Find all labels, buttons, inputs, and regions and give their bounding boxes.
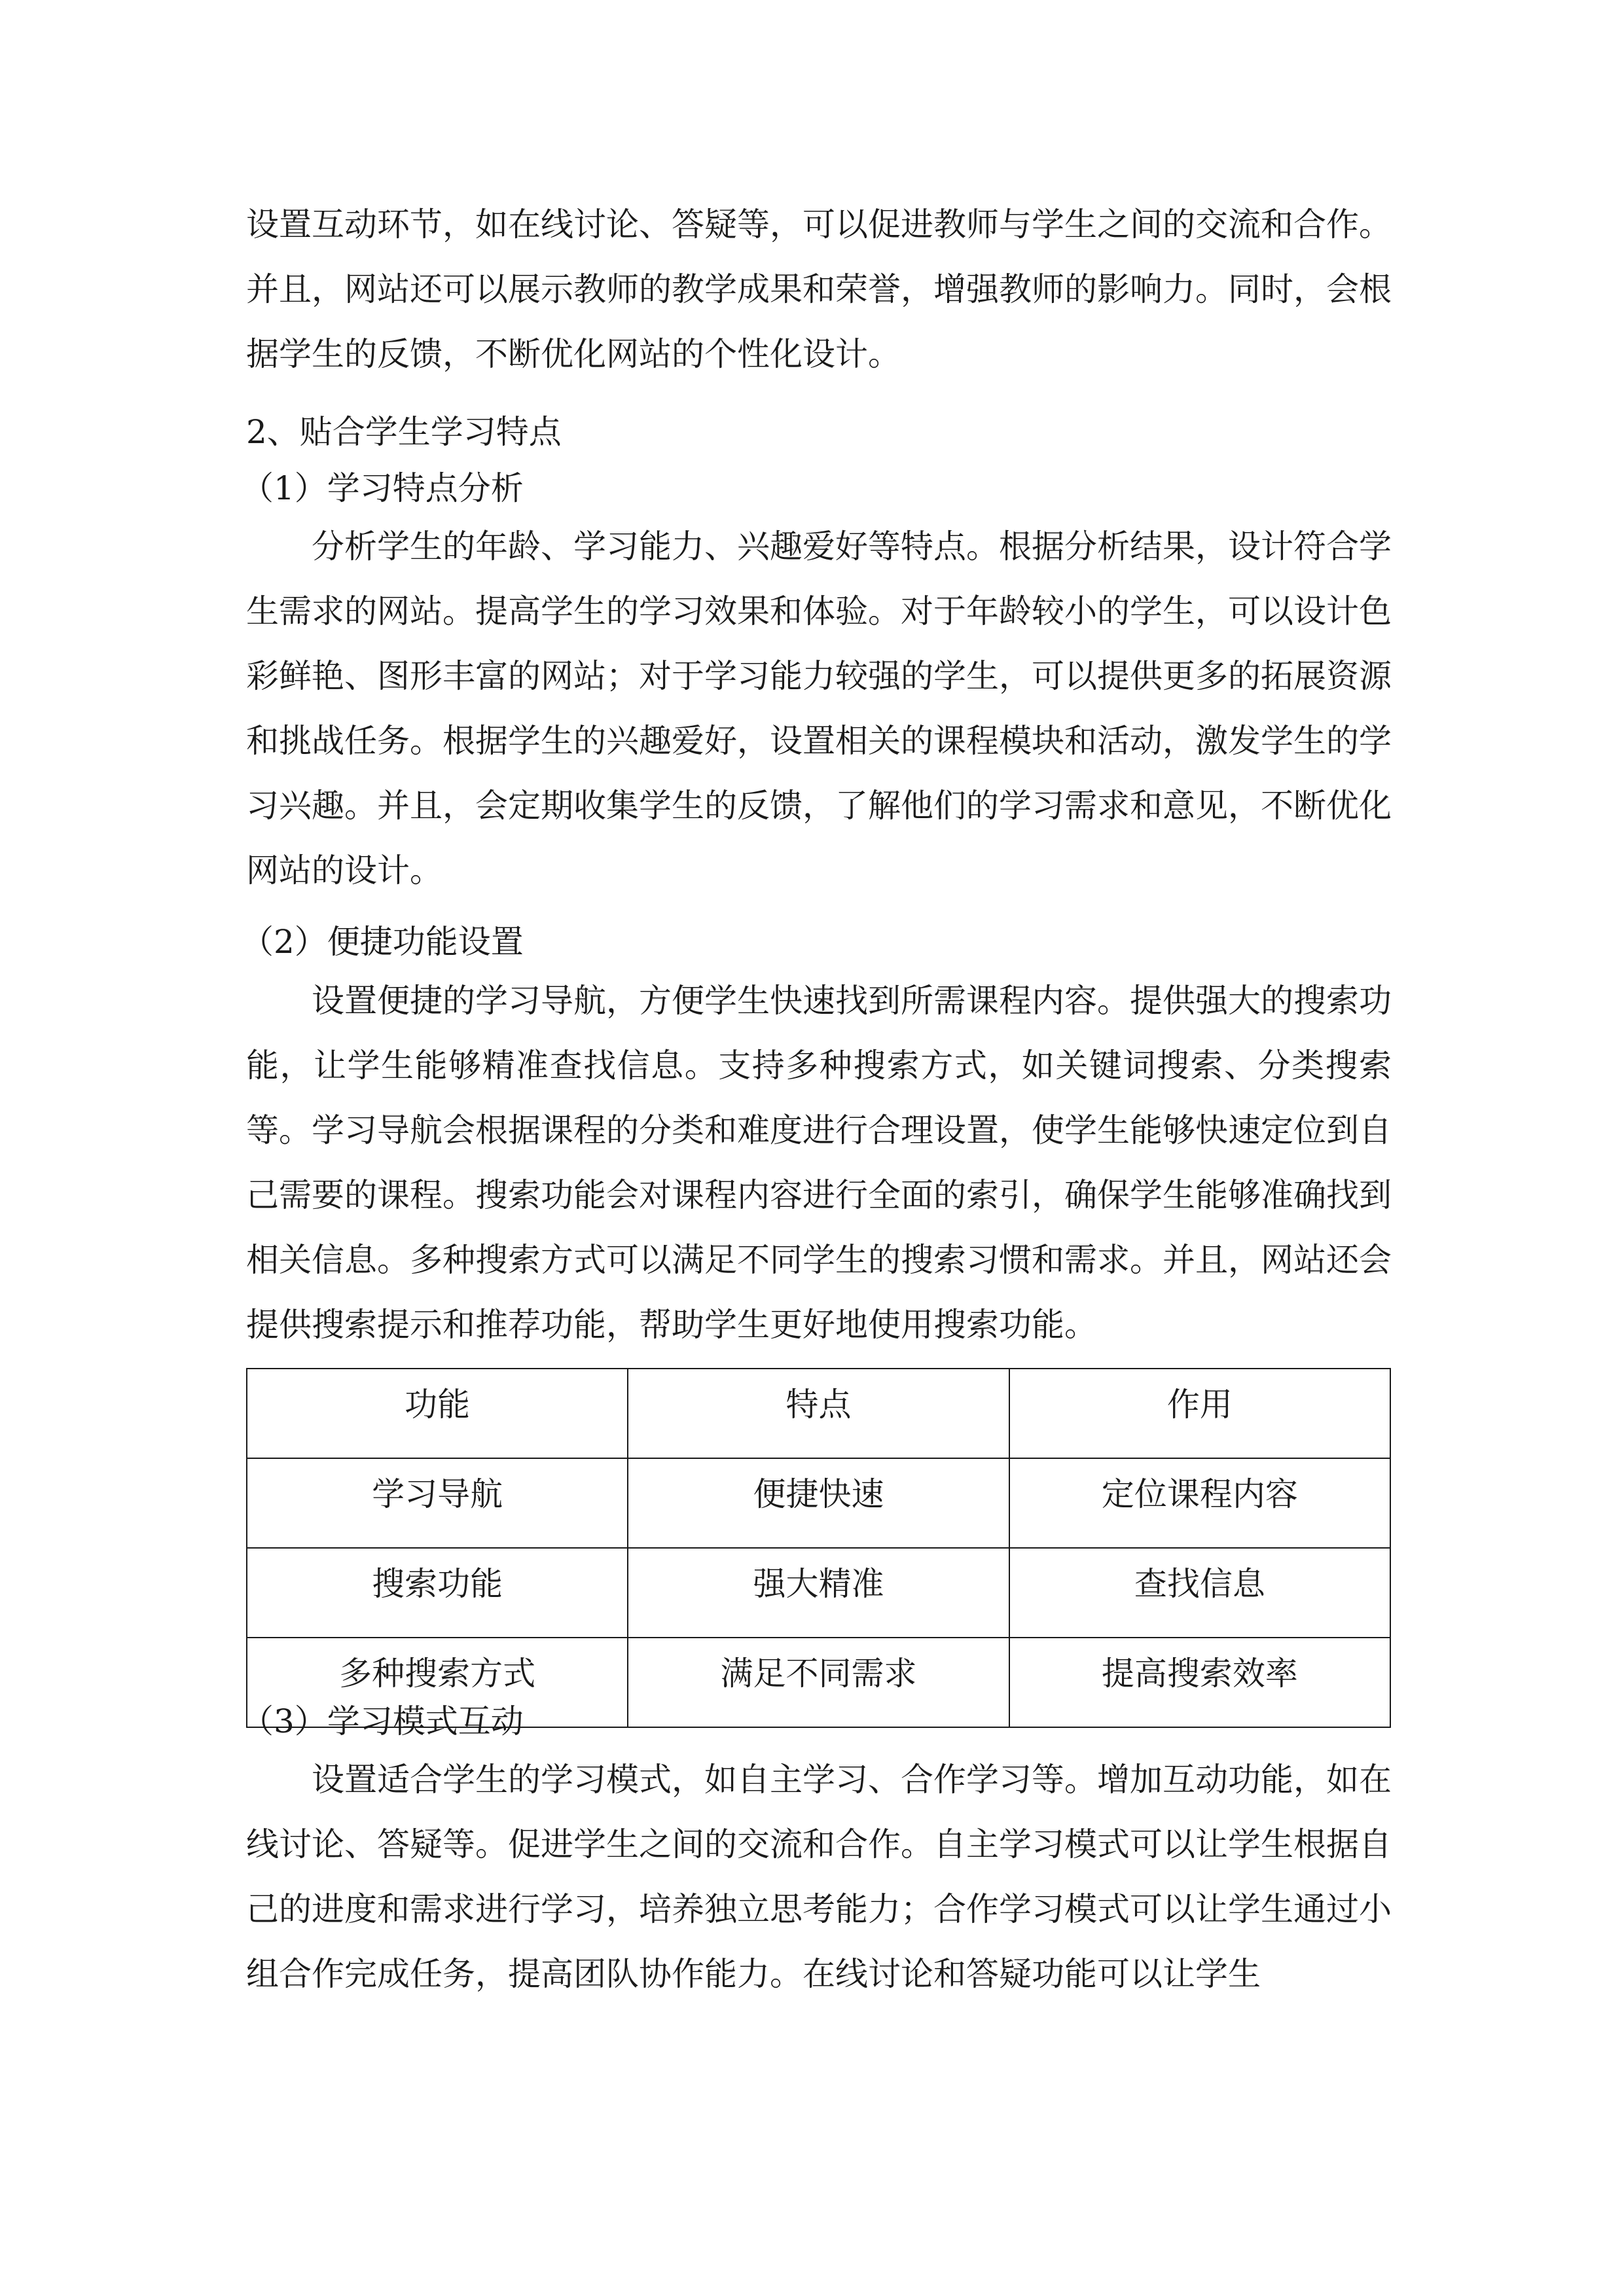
subsection-1-body: 分析学生的年龄、学习能力、兴趣爱好等特点。根据分析结果，设计符合学生需求的网站。提高学生的学习效果和体验。对于年龄较小的学生，可以设计色彩鲜艳、图形丰富的网站；对于学习能力较强的学生，可以提供更多的拓展资源和挑战任务。根据学生的兴趣爱好，设置相关的课程模块和活动，激发学生的学习兴趣。并且，会定期收集学生的反馈，了解他们的学习需求和意见，不断优化网站的设计。 (246, 528, 1392, 889)
subsection-2-body: 设置便捷的学习导航，方便学生快速找到所需课程内容。提供强大的搜索功能，让学生能够精准查找信息。支持多种搜索方式，如关键词搜索、分类搜索等。学习导航会根据课程的分类和难度进行合理设置，使学生能够快速定位到自己需要的课程。搜索功能会对课程内容进行全面的索引，确保学生能够准确找到相关信息。多种搜索方式可以满足不同学生的搜索习惯和需求。并且，网站还会提供搜索提示和推荐功能，帮助学生更好地使用搜索功能。 (246, 982, 1392, 1344)
table-header-cell: 功能 (247, 1369, 628, 1458)
subsection-3-heading: （3）学习模式互动 (241, 1702, 524, 1740)
table-cell: 查找信息 (1009, 1548, 1390, 1638)
table-header-cell: 作用 (1009, 1369, 1390, 1458)
feature-table (246, 1368, 1391, 1728)
subsection-2-heading: （2）便捷功能设置 (241, 923, 524, 961)
section-heading: 2、贴合学生学习特点 (246, 413, 562, 451)
table-cell: 满足不同需求 (628, 1638, 1009, 1727)
intro-paragraph: 设置互动环节，如在线讨论、答疑等，可以促进教师与学生之间的交流和合作。并且，网站还可以展示教师的教学成果和荣誉，增强教师的影响力。同时，会根据学生的反馈，不断优化网站的个性化设计。 (246, 206, 1392, 373)
table-header-cell: 特点 (628, 1369, 1009, 1458)
table-cell: 强大精准 (628, 1548, 1009, 1638)
table-cell: 搜索功能 (247, 1548, 628, 1638)
table-row (247, 1548, 1390, 1638)
table-cell: 多种搜索方式 (247, 1638, 628, 1727)
subsection-3-body: 设置适合学生的学习模式，如自主学习、合作学习等。增加互动功能，如在线讨论、答疑等。促进学生之间的交流和合作。自主学习模式可以让学生根据自己的进度和需求进行学习，培养独立思考能力；合作学习模式可以让学生通过小组合作完成任务，提高团队协作能力。在线讨论和答疑功能可以让学生 (246, 1761, 1392, 1993)
table-cell: 便捷快速 (628, 1458, 1009, 1548)
table-row (247, 1458, 1390, 1548)
table-header-row (247, 1369, 1390, 1458)
subsection-1-heading: （1）学习特点分析 (241, 469, 524, 507)
table-cell: 定位课程内容 (1009, 1458, 1390, 1548)
table-cell: 提高搜索效率 (1009, 1638, 1390, 1727)
table-cell: 学习导航 (247, 1458, 628, 1548)
